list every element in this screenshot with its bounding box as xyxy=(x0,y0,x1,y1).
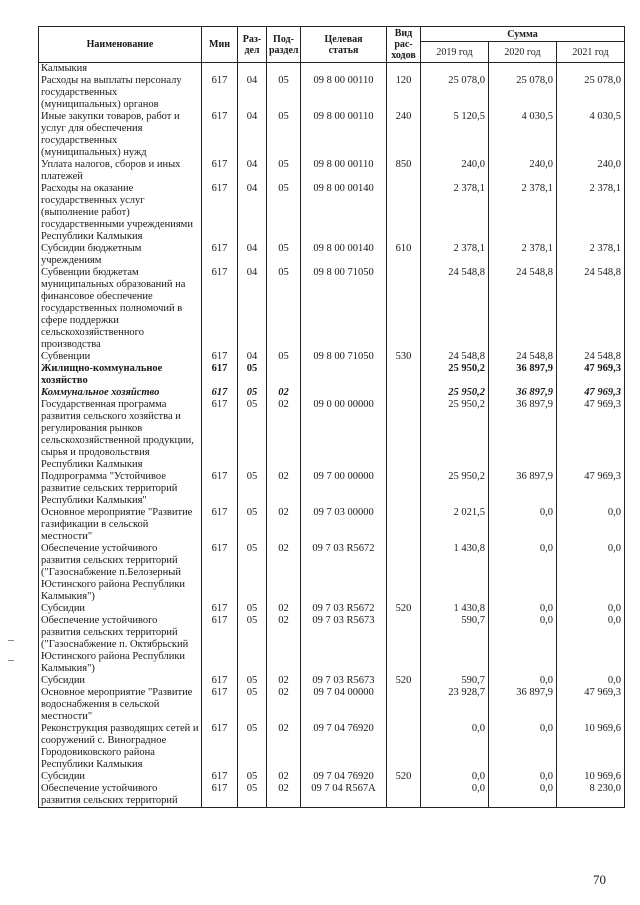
cell-min: 617 xyxy=(202,399,238,471)
cell-expense-type xyxy=(387,507,421,543)
cell-sum-2020: 0,0 xyxy=(489,723,557,771)
cell-sum-2020: 36 897,9 xyxy=(489,363,557,387)
cell-sum-2019: 25 950,2 xyxy=(421,399,489,471)
cell-sum-2021: 2 378,1 xyxy=(557,243,625,267)
cell-section: 05 xyxy=(238,387,267,399)
cell-target: 09 8 00 00110 xyxy=(301,111,387,159)
cell-section: 05 xyxy=(238,603,267,615)
cell-name: Государственная программа развития сельского хозяйства и регулирования рынков сельскохозяйственной продукции, сырья и продовольствия Республики Калмыкия xyxy=(39,399,202,471)
cell-sum-2019: 24 548,8 xyxy=(421,267,489,351)
cell-sum-2021: 10 969,6 xyxy=(557,771,625,783)
cell-name: Иные закупки товаров, работ и услуг для обеспечения государственных (муниципальных) нужд xyxy=(39,111,202,159)
cell-subsection: 02 xyxy=(267,675,301,687)
cell-sum-2021: 0,0 xyxy=(557,615,625,675)
cell-section: 04 xyxy=(238,183,267,243)
table-row xyxy=(39,471,625,507)
cell-sum-2019: 25 950,2 xyxy=(421,471,489,507)
cell-section: 05 xyxy=(238,675,267,687)
cell-subsection: 02 xyxy=(267,783,301,808)
cell-section: 04 xyxy=(238,243,267,267)
cell-sum-2021: 24 548,8 xyxy=(557,267,625,351)
table-row xyxy=(39,723,625,771)
cell-min: 617 xyxy=(202,603,238,615)
cell-target xyxy=(301,387,387,399)
cell-section: 05 xyxy=(238,783,267,808)
cell-name: Субсидии xyxy=(39,603,202,615)
cell-min: 617 xyxy=(202,687,238,723)
cell-sum-2020 xyxy=(489,63,557,76)
cell-sum-2020: 240,0 xyxy=(489,159,557,183)
cell-target: 09 7 04 00000 xyxy=(301,687,387,723)
table-row xyxy=(39,687,625,723)
cell-name: Расходы на выплаты персоналу государственных (муниципальных) органов xyxy=(39,75,202,111)
cell-name: Субсидии бюджетным учреждениям xyxy=(39,243,202,267)
cell-sum-2019: 2 378,1 xyxy=(421,183,489,243)
cell-target: 09 8 00 71050 xyxy=(301,351,387,363)
header-expense-type: Вид рас- ходов xyxy=(387,27,421,63)
cell-target: 09 7 04 76920 xyxy=(301,771,387,783)
cell-sum-2021: 2 378,1 xyxy=(557,183,625,243)
cell-sum-2020: 36 897,9 xyxy=(489,399,557,471)
cell-sum-2019: 590,7 xyxy=(421,675,489,687)
cell-name: Коммунальное хозяйство xyxy=(39,387,202,399)
cell-expense-type xyxy=(387,183,421,243)
cell-section: 04 xyxy=(238,267,267,351)
cell-sum-2019: 2 378,1 xyxy=(421,243,489,267)
cell-name: Основное мероприятие "Развитие водоснабжения в сельской местности" xyxy=(39,687,202,723)
cell-target xyxy=(301,63,387,76)
cell-sum-2019: 23 928,7 xyxy=(421,687,489,723)
cell-name: Жилищно-коммунальное хозяйство xyxy=(39,363,202,387)
cell-sum-2019: 0,0 xyxy=(421,771,489,783)
cell-min: 617 xyxy=(202,507,238,543)
cell-section: 04 xyxy=(238,159,267,183)
table-row xyxy=(39,243,625,267)
header-year-2019: 2019 год xyxy=(421,42,489,63)
cell-min: 617 xyxy=(202,111,238,159)
cell-subsection: 05 xyxy=(267,75,301,111)
cell-sum-2020: 36 897,9 xyxy=(489,387,557,399)
cell-target: 09 8 00 00110 xyxy=(301,75,387,111)
cell-min xyxy=(202,63,238,76)
budget-table xyxy=(38,26,625,808)
header-name: Наименование xyxy=(39,27,202,63)
table-row xyxy=(39,63,625,76)
table-row xyxy=(39,771,625,783)
cell-sum-2020: 0,0 xyxy=(489,543,557,603)
cell-sum-2020: 0,0 xyxy=(489,615,557,675)
cell-subsection: 02 xyxy=(267,687,301,723)
cell-sum-2019: 5 120,5 xyxy=(421,111,489,159)
cell-sum-2021: 10 969,6 xyxy=(557,723,625,771)
cell-min: 617 xyxy=(202,543,238,603)
header-target: Целевая статья xyxy=(301,27,387,63)
cell-name: Основное мероприятие "Развитие газификации в сельской местности" xyxy=(39,507,202,543)
cell-sum-2020: 0,0 xyxy=(489,675,557,687)
table-row xyxy=(39,351,625,363)
header-min: Мин xyxy=(202,27,238,63)
cell-min: 617 xyxy=(202,267,238,351)
table-row xyxy=(39,675,625,687)
cell-subsection: 02 xyxy=(267,543,301,603)
cell-min: 617 xyxy=(202,723,238,771)
header-year-2021: 2021 год xyxy=(557,42,625,63)
cell-target: 09 8 00 00110 xyxy=(301,159,387,183)
cell-min: 617 xyxy=(202,675,238,687)
cell-min: 617 xyxy=(202,183,238,243)
cell-subsection: 02 xyxy=(267,771,301,783)
cell-sum-2019: 1 430,8 xyxy=(421,543,489,603)
cell-sum-2021: 25 078,0 xyxy=(557,75,625,111)
cell-min: 617 xyxy=(202,471,238,507)
cell-sum-2021: 0,0 xyxy=(557,507,625,543)
cell-subsection: 02 xyxy=(267,723,301,771)
table-row xyxy=(39,387,625,399)
cell-expense-type: 610 xyxy=(387,243,421,267)
cell-sum-2020: 25 078,0 xyxy=(489,75,557,111)
cell-expense-type xyxy=(387,63,421,76)
table-row xyxy=(39,615,625,675)
cell-target xyxy=(301,363,387,387)
cell-section: 05 xyxy=(238,543,267,603)
cell-subsection: 05 xyxy=(267,351,301,363)
cell-sum-2019: 0,0 xyxy=(421,783,489,808)
cell-expense-type: 520 xyxy=(387,675,421,687)
cell-subsection: 05 xyxy=(267,183,301,243)
margin-mark xyxy=(8,640,14,641)
table-row xyxy=(39,603,625,615)
cell-section xyxy=(238,63,267,76)
cell-min: 617 xyxy=(202,351,238,363)
cell-section: 04 xyxy=(238,111,267,159)
cell-subsection xyxy=(267,63,301,76)
cell-expense-type: 120 xyxy=(387,75,421,111)
cell-sum-2020: 4 030,5 xyxy=(489,111,557,159)
cell-min: 617 xyxy=(202,75,238,111)
cell-sum-2020: 36 897,9 xyxy=(489,471,557,507)
cell-subsection: 05 xyxy=(267,267,301,351)
header-sum: Сумма xyxy=(421,27,625,42)
cell-sum-2021: 47 969,3 xyxy=(557,687,625,723)
cell-min: 617 xyxy=(202,243,238,267)
cell-expense-type xyxy=(387,471,421,507)
cell-sum-2019: 24 548,8 xyxy=(421,351,489,363)
cell-subsection xyxy=(267,363,301,387)
table-row xyxy=(39,183,625,243)
cell-sum-2020: 0,0 xyxy=(489,603,557,615)
cell-sum-2019: 25 950,2 xyxy=(421,387,489,399)
cell-sum-2019 xyxy=(421,63,489,76)
cell-subsection: 05 xyxy=(267,111,301,159)
cell-subsection: 02 xyxy=(267,603,301,615)
cell-expense-type xyxy=(387,399,421,471)
cell-section: 05 xyxy=(238,687,267,723)
margin-mark xyxy=(8,660,14,661)
table-row xyxy=(39,507,625,543)
cell-name: Субвенции xyxy=(39,351,202,363)
cell-sum-2019: 25 950,2 xyxy=(421,363,489,387)
cell-expense-type: 850 xyxy=(387,159,421,183)
cell-target: 09 7 03 R5672 xyxy=(301,543,387,603)
cell-sum-2019: 590,7 xyxy=(421,615,489,675)
cell-section: 05 xyxy=(238,771,267,783)
cell-section: 05 xyxy=(238,363,267,387)
cell-section: 05 xyxy=(238,399,267,471)
page-number: 70 xyxy=(593,872,606,887)
table-header xyxy=(39,27,625,63)
cell-sum-2019: 0,0 xyxy=(421,723,489,771)
cell-min: 617 xyxy=(202,615,238,675)
cell-name: Обеспечение устойчивого развития сельских территорий xyxy=(39,783,202,808)
cell-section: 04 xyxy=(238,351,267,363)
cell-target: 09 0 00 00000 xyxy=(301,399,387,471)
cell-min: 617 xyxy=(202,771,238,783)
table-row xyxy=(39,783,625,808)
cell-sum-2021: 8 230,0 xyxy=(557,783,625,808)
table-row xyxy=(39,543,625,603)
cell-subsection: 05 xyxy=(267,159,301,183)
cell-sum-2021: 47 969,3 xyxy=(557,387,625,399)
cell-sum-2021: 47 969,3 xyxy=(557,471,625,507)
cell-expense-type xyxy=(387,615,421,675)
cell-target: 09 7 04 76920 xyxy=(301,723,387,771)
cell-name: Калмыкия xyxy=(39,63,202,76)
cell-subsection: 02 xyxy=(267,399,301,471)
cell-sum-2021 xyxy=(557,63,625,76)
cell-section: 05 xyxy=(238,615,267,675)
cell-sum-2020: 0,0 xyxy=(489,507,557,543)
cell-sum-2020: 24 548,8 xyxy=(489,351,557,363)
cell-expense-type xyxy=(387,267,421,351)
cell-expense-type: 240 xyxy=(387,111,421,159)
cell-name: Обеспечение устойчивого развития сельских территорий ("Газоснабжение п. Октябрьский Юстинского района Республики Калмыкия") xyxy=(39,615,202,675)
cell-section: 05 xyxy=(238,723,267,771)
table-row xyxy=(39,363,625,387)
cell-sum-2021: 4 030,5 xyxy=(557,111,625,159)
cell-subsection: 02 xyxy=(267,507,301,543)
cell-min: 617 xyxy=(202,363,238,387)
cell-sum-2021: 0,0 xyxy=(557,603,625,615)
cell-sum-2020: 2 378,1 xyxy=(489,183,557,243)
cell-target: 09 7 00 00000 xyxy=(301,471,387,507)
cell-target: 09 7 03 R5673 xyxy=(301,675,387,687)
cell-expense-type xyxy=(387,363,421,387)
cell-sum-2019: 2 021,5 xyxy=(421,507,489,543)
cell-target: 09 8 00 00140 xyxy=(301,183,387,243)
cell-subsection: 05 xyxy=(267,243,301,267)
cell-target: 09 8 00 00140 xyxy=(301,243,387,267)
cell-sum-2019: 1 430,8 xyxy=(421,603,489,615)
cell-expense-type xyxy=(387,543,421,603)
table-row xyxy=(39,111,625,159)
header-subsection: Под- раздел xyxy=(267,27,301,63)
cell-sum-2019: 240,0 xyxy=(421,159,489,183)
cell-name: Расходы на оказание государственных услуг (выполнение работ) государственными учреждениями Республики Калмыкия xyxy=(39,183,202,243)
cell-sum-2021: 24 548,8 xyxy=(557,351,625,363)
cell-sum-2021: 47 969,3 xyxy=(557,399,625,471)
cell-target: 09 7 03 00000 xyxy=(301,507,387,543)
table-row xyxy=(39,399,625,471)
cell-subsection: 02 xyxy=(267,615,301,675)
cell-min: 617 xyxy=(202,783,238,808)
header-section: Раз- дел xyxy=(238,27,267,63)
cell-expense-type: 520 xyxy=(387,771,421,783)
cell-name: Подпрограмма "Устойчивое развитие сельских территорий Республики Калмыкия" xyxy=(39,471,202,507)
cell-sum-2021: 0,0 xyxy=(557,675,625,687)
table-row xyxy=(39,267,625,351)
cell-sum-2020: 24 548,8 xyxy=(489,267,557,351)
cell-sum-2020: 36 897,9 xyxy=(489,687,557,723)
cell-sum-2020: 2 378,1 xyxy=(489,243,557,267)
cell-section: 04 xyxy=(238,75,267,111)
cell-expense-type xyxy=(387,387,421,399)
cell-name: Субсидии xyxy=(39,675,202,687)
cell-sum-2021: 0,0 xyxy=(557,543,625,603)
cell-subsection: 02 xyxy=(267,387,301,399)
cell-sum-2020: 0,0 xyxy=(489,783,557,808)
cell-expense-type xyxy=(387,783,421,808)
cell-expense-type xyxy=(387,723,421,771)
cell-sum-2021: 47 969,3 xyxy=(557,363,625,387)
cell-target: 09 7 03 R5672 xyxy=(301,603,387,615)
cell-expense-type: 520 xyxy=(387,603,421,615)
cell-expense-type xyxy=(387,687,421,723)
header-year-2020: 2020 год xyxy=(489,42,557,63)
table-row xyxy=(39,75,625,111)
table-body xyxy=(39,63,625,808)
cell-name: Реконструкция разводящих сетей и сооружений с. Виноградное Городовиковского района Республики Калмыкия xyxy=(39,723,202,771)
cell-subsection: 02 xyxy=(267,471,301,507)
cell-section: 05 xyxy=(238,507,267,543)
cell-min: 617 xyxy=(202,159,238,183)
cell-target: 09 7 04 R567A xyxy=(301,783,387,808)
cell-name: Уплата налогов, сборов и иных платежей xyxy=(39,159,202,183)
cell-expense-type: 530 xyxy=(387,351,421,363)
table-row xyxy=(39,159,625,183)
cell-target: 09 8 00 71050 xyxy=(301,267,387,351)
cell-sum-2021: 240,0 xyxy=(557,159,625,183)
cell-name: Субвенции бюджетам муниципальных образований на финансовое обеспечение государственных полномочий в сфере поддержки сельскохозяйственного производства xyxy=(39,267,202,351)
cell-name: Обеспечение устойчивого развития сельских территорий ("Газоснабжение п.Белозерный Юстинского района Республики Калмыкия") xyxy=(39,543,202,603)
cell-section: 05 xyxy=(238,471,267,507)
cell-target: 09 7 03 R5673 xyxy=(301,615,387,675)
cell-sum-2019: 25 078,0 xyxy=(421,75,489,111)
cell-min: 617 xyxy=(202,387,238,399)
cell-sum-2020: 0,0 xyxy=(489,771,557,783)
cell-name: Субсидии xyxy=(39,771,202,783)
